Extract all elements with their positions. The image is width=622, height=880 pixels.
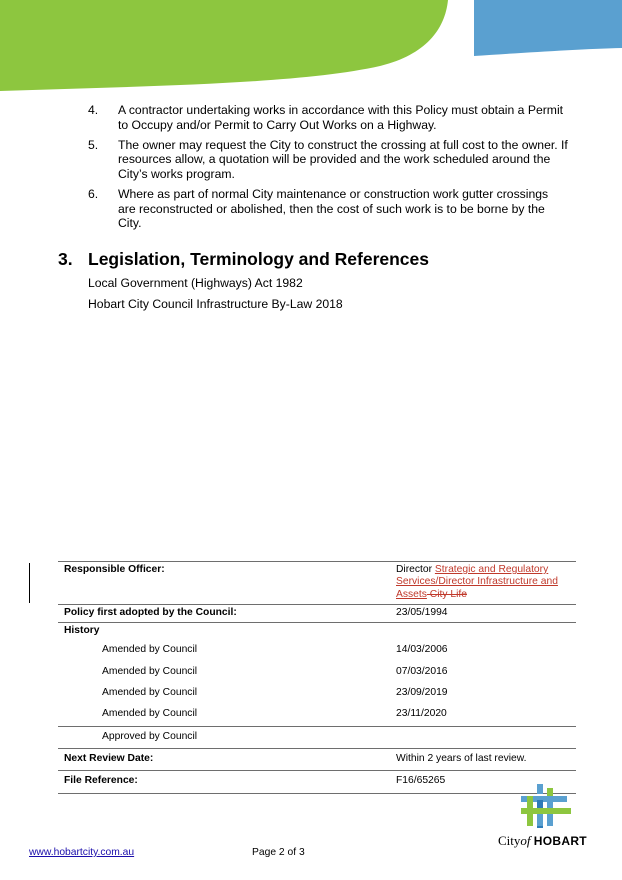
reference-item: Local Government (Highways) Act 1982 [88,276,303,290]
table-row: Amended by Council 14/03/2006 [102,644,448,656]
policy-info-table [58,561,576,794]
list-item: 6. Where as part of normal City maintenance or construction work gutter crossings are reconstructed or abolished, then the cost of such work is to be borne by the City. [88,187,549,231]
section-title: Legislation, Terminology and References [88,249,430,269]
table-row: Amended by Council 23/09/2019 [102,687,448,699]
table-row: History [58,623,576,641]
logo-wordmark: Cityof HOBART [498,833,587,848]
tracked-insertion: Strategic and Regulatory Services/Director Infrastructure and Assets [396,564,558,600]
list-item: 4. A contractor undertaking works in accordance with this Policy must obtain a Permit to Occupy and/or Permit to Carry Out Works on a Highway. [88,103,564,132]
website-link[interactable]: www.hobartcity.com.au [29,847,135,858]
table-row: File Reference: F16/65265 [58,771,576,793]
change-bar [29,563,30,603]
responsible-officer-value: Director Strategic and Regulatory Services/Director Infrastructure and Assets City Life [390,562,576,605]
table-row: Responsible Officer: Director Strategic and Regulatory Services/Director Infrastructure and Assets City Life [58,562,576,605]
table-row: Policy first adopted by the Council: 23/05/1994 [58,604,576,622]
reference-item: Hobart City Council Infrastructure By-Law 2018 [88,297,343,311]
table-row: Amended by Council 07/03/2016 [102,665,448,677]
page-number: Page 2 of 3 [252,847,305,858]
table-row: Next Review Date: Within 2 years of last review. [58,748,576,770]
policy-list [88,103,568,237]
list-item: 5. The owner may request the City to construct the crossing at full cost to the owner. If resources allow, a quotation will be provided and the work scheduled around the City’s works program. [88,137,568,181]
table-row: Approved by Council [58,726,576,748]
section-heading [58,249,429,270]
section-number: 3. [58,249,73,269]
tracked-deletion: City Life [426,588,467,600]
header-banner [0,0,622,95]
table-row: Amended by Council 23/11/2020 [102,708,447,720]
green-wave [0,0,448,91]
blue-wave [474,0,622,56]
